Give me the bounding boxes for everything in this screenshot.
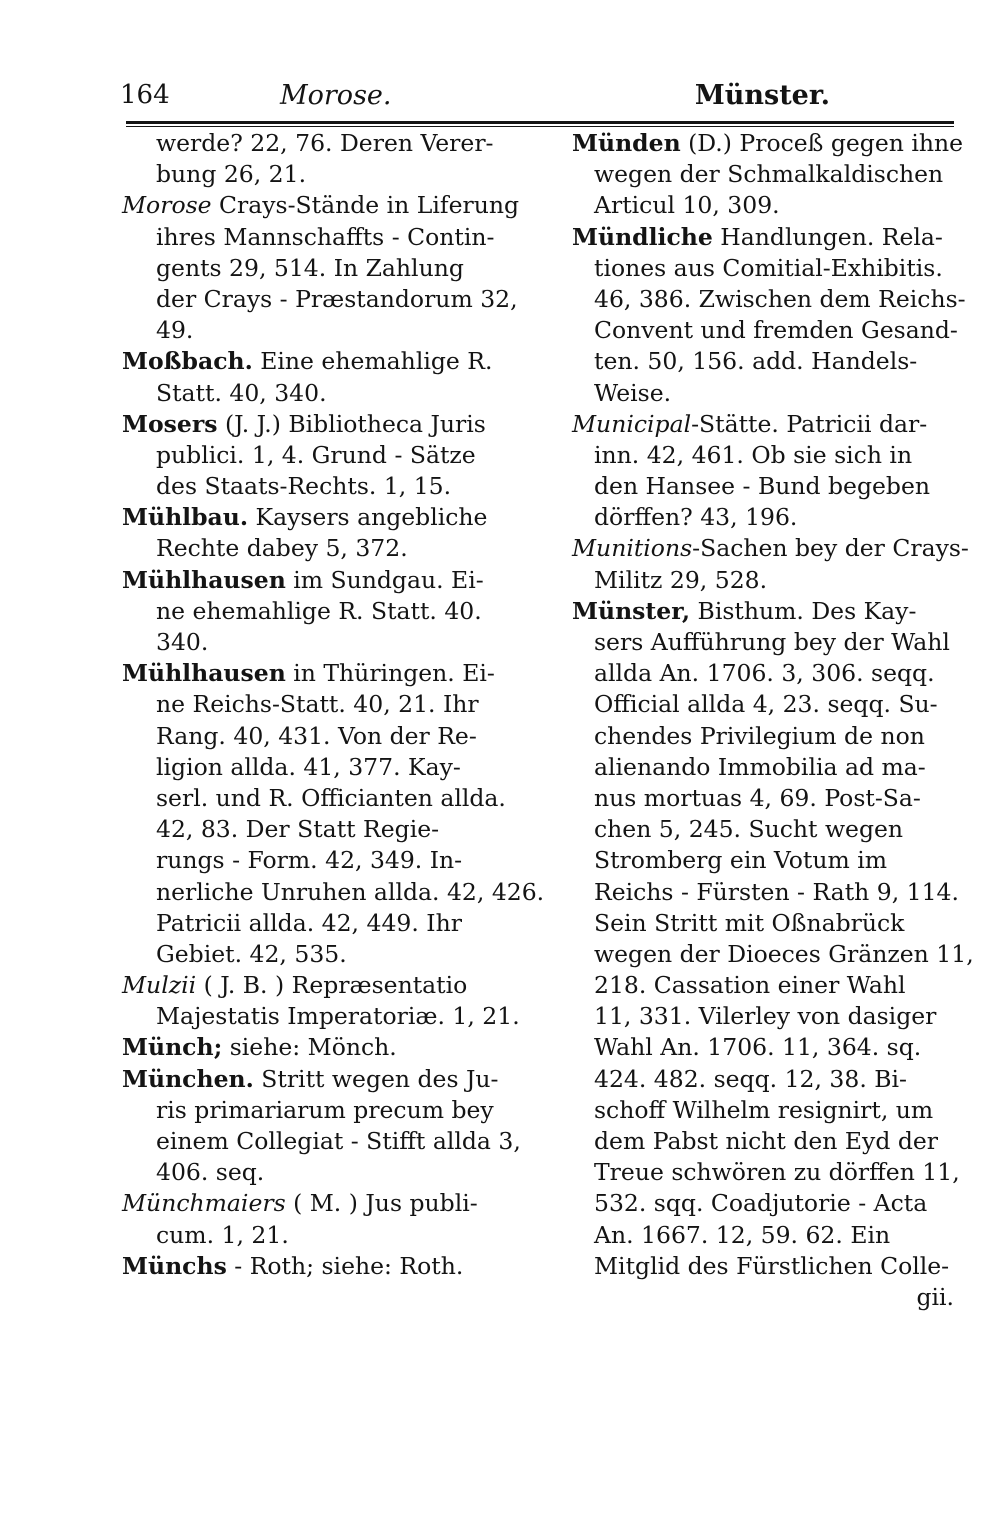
entry-continuation-line: Treue schwören zu dörffen 11,	[594, 1158, 960, 1187]
headword: Münch;	[122, 1033, 223, 1062]
entry-continuation-line: ihres Mannschaffts - Contin-	[156, 222, 495, 251]
entry-continuation-line: den Hansee - Bund begeben	[594, 472, 930, 501]
entry-continuation-line: ten. 50, 156. add. Handels-	[594, 347, 918, 376]
entry-continuation-line: Stromberg ein Votum im	[594, 846, 888, 875]
index-entry-headword-line: Municipal-Stätte. Patricii dar-	[572, 409, 928, 438]
left-column	[112, 128, 545, 1282]
index-entry-headword-line: Mosers (J. J.) Bibliotheca Juris	[122, 409, 486, 438]
italic-headword: Munitions	[572, 534, 693, 563]
headword: Moßbach.	[122, 347, 253, 376]
entry-continuation-line: Majestatis Imperatoriæ. 1, 21.	[156, 1002, 520, 1031]
entry-continuation-line: 46, 386. Zwischen dem Reichs-	[594, 284, 966, 313]
index-entry-headword-line: Münchmaiers ( M. ) Jus publi-	[122, 1189, 478, 1218]
entry-continuation-line: wegen der Schmalkaldischen	[594, 160, 944, 189]
entry-continuation-line: Statt. 40, 340.	[156, 378, 327, 407]
entry-continuation-line: ris primariarum precum bey	[156, 1095, 494, 1124]
header-rule	[126, 121, 954, 124]
entry-continuation-line: Patricii allda. 42, 449. Ihr	[156, 908, 462, 937]
left-catchword: Morose.	[280, 80, 392, 111]
entry-continuation-line: 406. seq.	[156, 1158, 265, 1187]
headword: Mündliche	[572, 222, 713, 251]
entry-continuation-line: einem Collegiat - Stifft allda 3,	[156, 1127, 521, 1155]
entry-continuation-line: ne Reichs-Statt. 40, 21. Ihr	[156, 690, 479, 719]
entry-continuation-line: 532. sqq. Coadjutorie - Acta	[594, 1189, 928, 1218]
index-entry-headword-line: Mühlbau. Kaysers angebliche	[122, 503, 488, 532]
entry-continuation-line: 340.	[156, 628, 209, 656]
header-rule-thin	[126, 126, 954, 127]
italic-headword: Mulzii	[122, 971, 197, 1000]
index-entry-headword-line: Münch; siehe: Mönch.	[122, 1033, 397, 1062]
headword: Münchs	[122, 1251, 227, 1280]
headword: Mühlhausen	[122, 565, 286, 594]
entry-continuation-line: tiones aus Comitial-Exhibitis.	[594, 253, 943, 282]
entry-continuation-line: Rang. 40, 431. Von der Re-	[156, 721, 477, 750]
entry-continuation-line: publici. 1, 4. Grund - Sätze	[156, 440, 476, 469]
entry-continuation-line: rungs - Form. 42, 349. In-	[156, 846, 463, 875]
entry-continuation-line: gii.	[916, 1282, 954, 1311]
index-entry-headword-line: Moßbach. Eine ehemahlige R.	[122, 347, 493, 376]
entry-continuation-line: cum. 1, 21.	[156, 1220, 289, 1249]
entry-continuation-line: Articul 10, 309.	[594, 191, 780, 220]
index-entry-headword-line: Morose Crays-Stände in Liferung	[122, 191, 520, 220]
entry-continuation-line: des Staats-Rechts. 1, 15.	[156, 472, 452, 501]
headword: Mosers	[122, 409, 218, 438]
page-number: 164	[120, 80, 170, 110]
italic-headword: Morose	[122, 191, 212, 220]
entry-continuation-line: ne ehemahlige R. Statt. 40.	[156, 596, 482, 625]
italic-headword: Münchmaiers	[122, 1189, 286, 1218]
headword: Münden	[572, 129, 681, 157]
index-entry-headword-line: Münchs - Roth; siehe: Roth.	[122, 1251, 464, 1280]
index-entry-headword-line: Münden (D.) Proceß gegen ihne	[572, 129, 964, 157]
index-entry-headword-line: Mündliche Handlungen. Rela-	[572, 222, 943, 251]
entry-continuation-line: Gebiet. 42, 535.	[156, 939, 347, 968]
running-header	[112, 70, 950, 120]
headword: Münster,	[572, 596, 691, 625]
entry-continuation-line: werde? 22, 76. Deren Verer-	[156, 129, 494, 157]
index-entry-headword-line: Mulzii ( J. B. ) Repræsentatio	[122, 971, 468, 1000]
entry-continuation-line: dörffen? 43, 196.	[594, 503, 798, 532]
headword: Mühlbau.	[122, 503, 249, 532]
entry-continuation-line: inn. 42, 461. Ob sie sich in	[594, 440, 913, 469]
entry-continuation-line: bung 26, 21.	[156, 160, 307, 189]
index-entry-headword-line: Mühlhausen in Thüringen. Ei-	[122, 659, 495, 688]
entry-continuation-line: 11, 331. Vilerley von dasiger	[594, 1002, 937, 1031]
entry-continuation-line: schoff Wilhelm resignirt, um	[594, 1095, 934, 1124]
right-catchword: Münster.	[694, 80, 830, 111]
entry-continuation-line: Weise.	[594, 378, 672, 407]
entry-continuation-line: nerliche Unruhen allda. 42, 426.	[156, 877, 545, 906]
index-entry-headword-line: Münster, Bisthum. Des Kay-	[572, 596, 917, 625]
entry-continuation-line: ligion allda. 41, 377. Kay-	[156, 752, 461, 781]
entry-continuation-line: Rechte dabey 5, 372.	[156, 534, 408, 563]
headword: München.	[122, 1064, 254, 1093]
entry-continuation-line: gents 29, 514. In Zahlung	[156, 253, 464, 282]
index-entry-headword-line: Mühlhausen im Sundgau. Ei-	[122, 565, 484, 594]
italic-headword: Municipal	[572, 409, 692, 438]
entry-continuation-line: 424. 482. seqq. 12, 38. Bi-	[594, 1064, 907, 1093]
entry-continuation-line: Militz 29, 528.	[594, 565, 768, 594]
entry-continuation-line: Reichs - Fürsten - Rath 9, 114.	[594, 877, 959, 906]
entry-continuation-line: chendes Privilegium de non	[594, 721, 925, 750]
entry-continuation-line: sers Aufführung bey der Wahl	[594, 628, 950, 656]
entry-continuation-line: 49.	[156, 316, 194, 345]
index-entry-headword-line: Munitions-Sachen bey der Crays-	[572, 534, 969, 563]
entry-continuation-line: dem Pabst nicht den Eyd der	[594, 1127, 939, 1155]
entry-continuation-line: chen 5, 245. Sucht wegen	[594, 815, 904, 844]
entry-continuation-line: alienando Immobilia ad ma-	[594, 752, 926, 781]
entry-continuation-line: 218. Cassation einer Wahl	[594, 971, 906, 1000]
entry-continuation-line: An. 1667. 12, 59. 62. Ein	[594, 1220, 891, 1249]
entry-continuation-line: 42, 83. Der Statt Regie-	[156, 815, 440, 844]
entry-continuation-line: Convent und fremden Gesand-	[594, 316, 958, 345]
entry-continuation-line: Mitglid des Fürstlichen Colle-	[594, 1251, 950, 1280]
entry-continuation-line: Wahl An. 1706. 11, 364. sq.	[594, 1033, 922, 1062]
entry-continuation-line: Sein Stritt mit Oßnabrück	[594, 908, 905, 937]
entry-continuation-line: nus mortuas 4, 69. Post-Sa-	[594, 783, 921, 812]
entry-continuation-line: serl. und R. Officianten allda.	[156, 783, 506, 812]
entry-continuation-line: der Crays - Præstandorum 32,	[156, 284, 518, 313]
right-column	[562, 128, 974, 1313]
entry-continuation-line: allda An. 1706. 3, 306. seqq.	[594, 659, 935, 688]
entry-continuation-line: Official allda 4, 23. seqq. Su-	[594, 690, 938, 719]
headword: Mühlhausen	[122, 659, 286, 688]
index-entry-headword-line: München. Stritt wegen des Ju-	[122, 1064, 499, 1093]
entry-continuation-line: wegen der Dioeces Gränzen 11,	[594, 939, 974, 968]
